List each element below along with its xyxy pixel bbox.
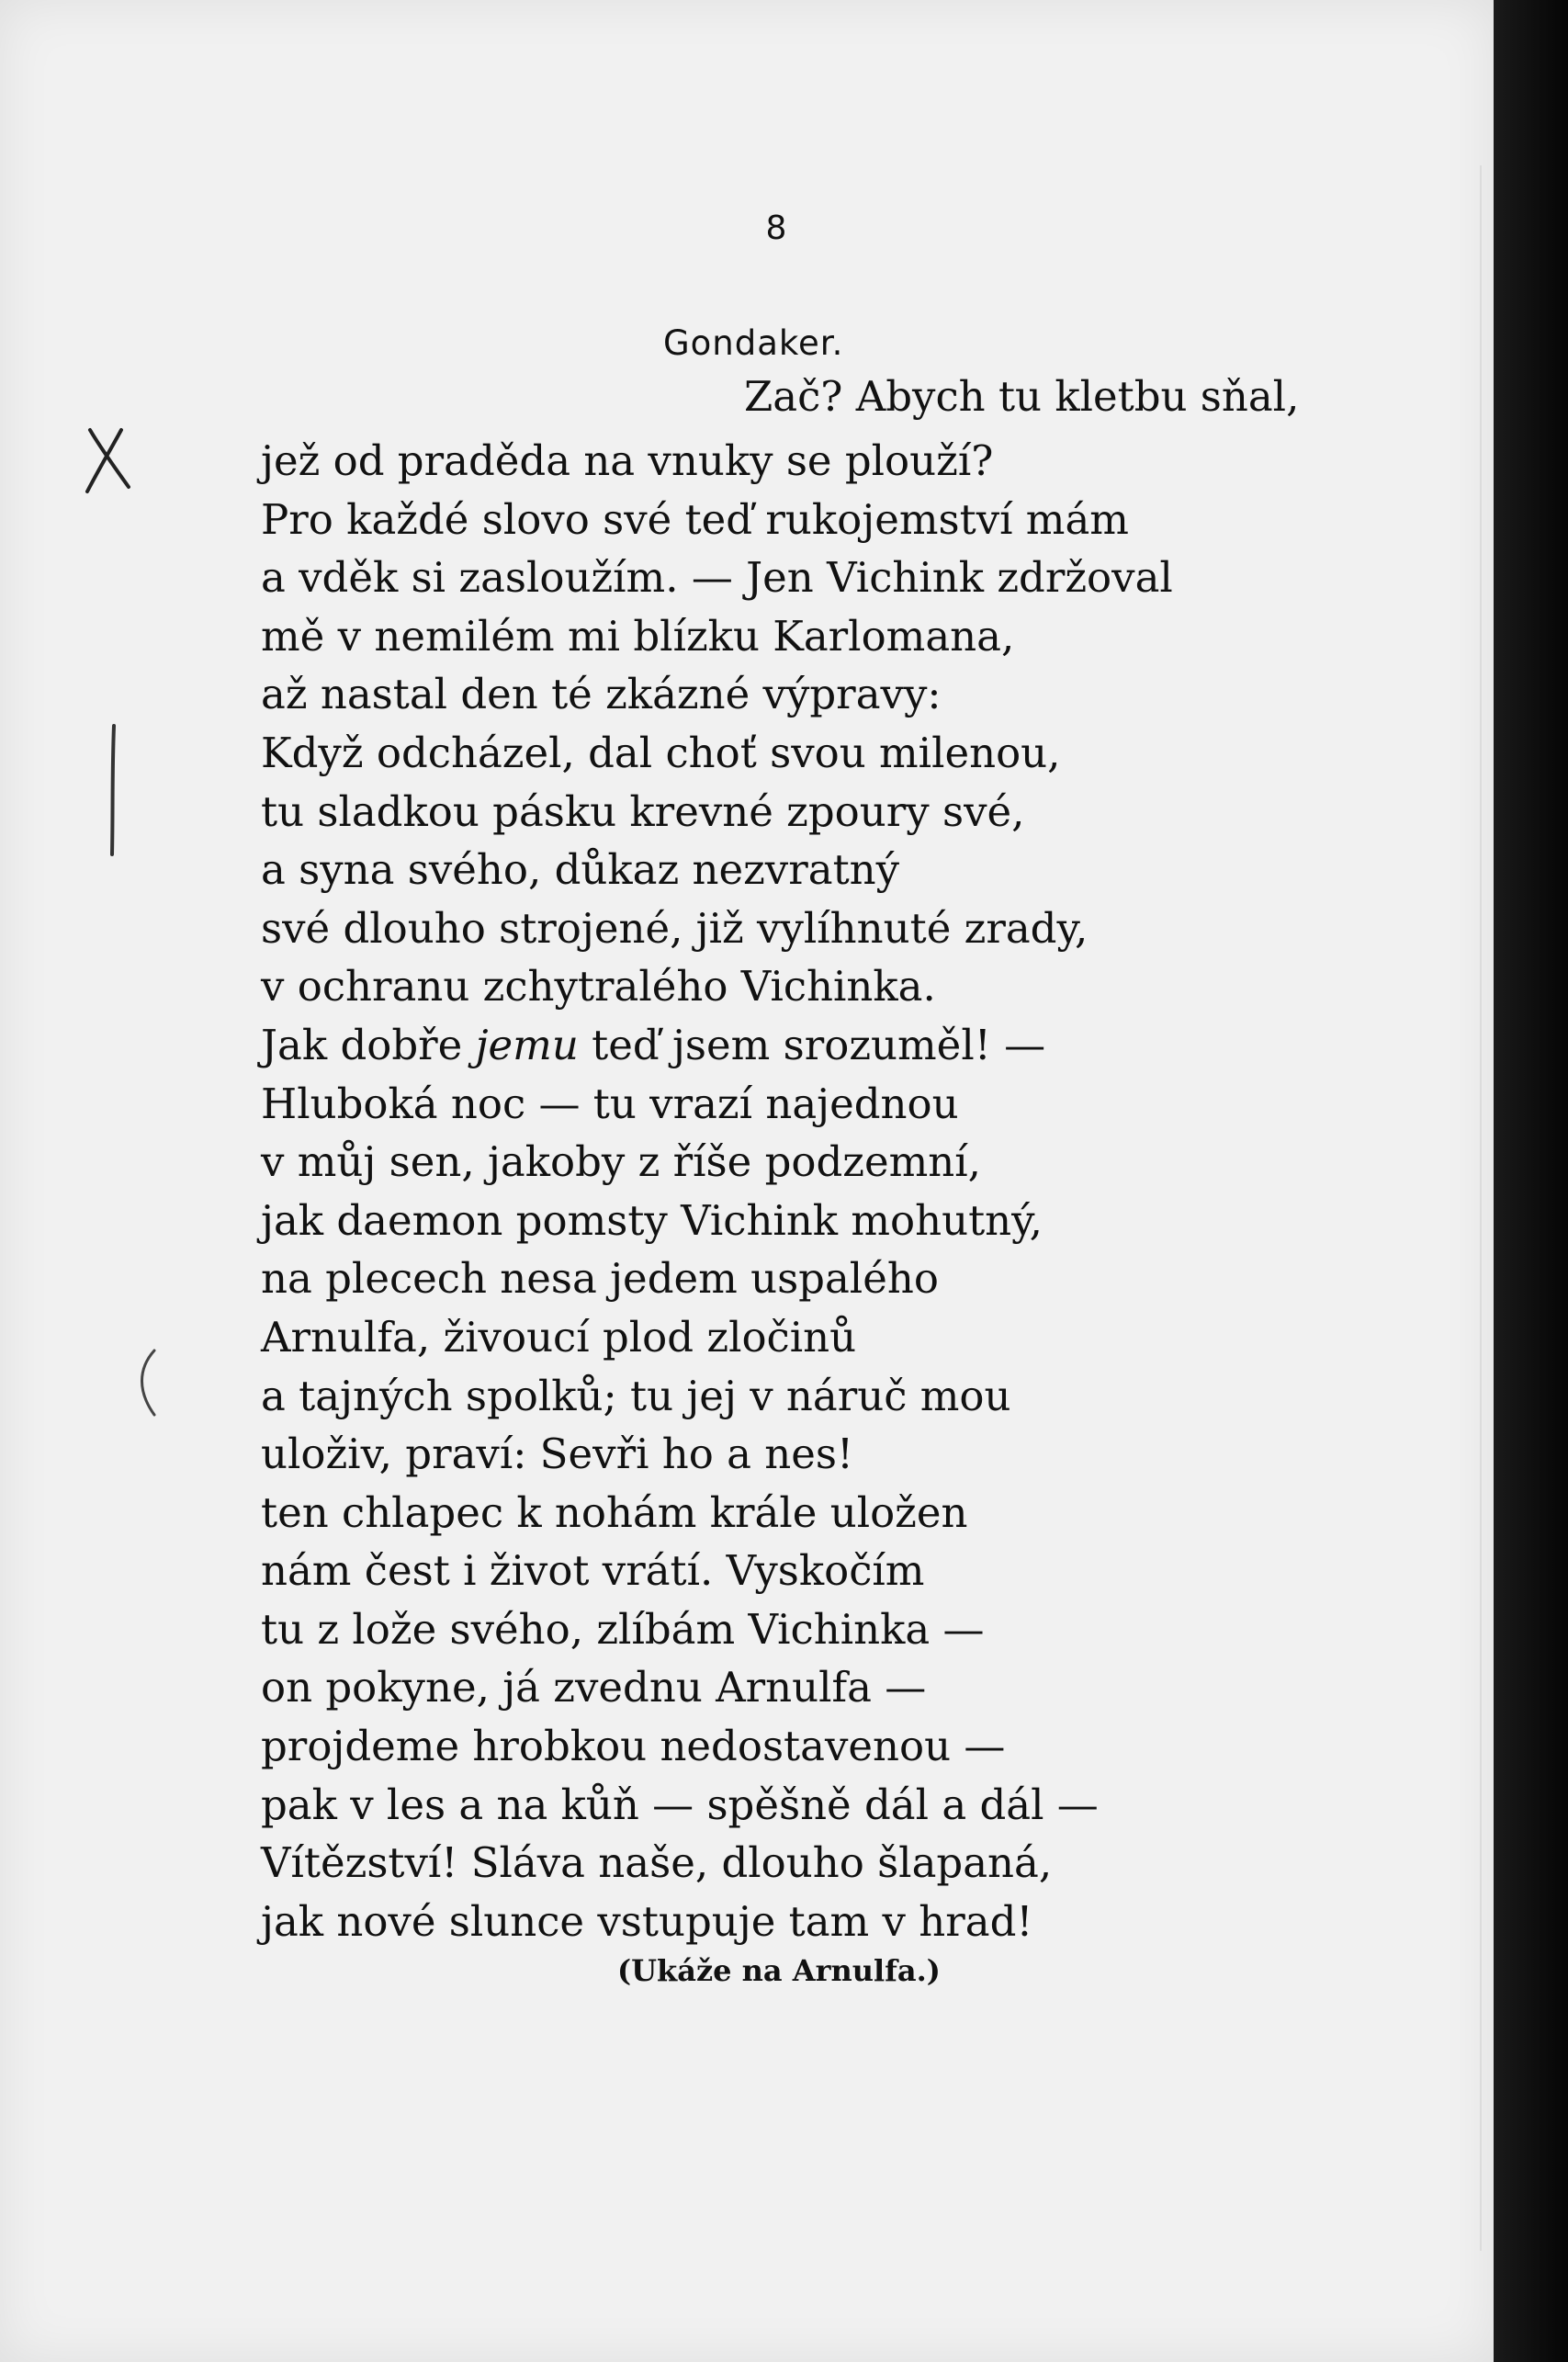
verse-line: v ochranu zchytralého Vichinka. [261,962,936,1011]
stage-direction: (Ukáže na Arnulfa.) [617,1953,941,1988]
emphasized-word: jemu [475,1020,579,1069]
verse-line: Hluboká noc — tu vrazí najednou [261,1079,959,1128]
verse-line: a vděk si zasloužím. — Jen Vichink zdržoval [261,553,1173,603]
verse-line: a syna svého, důkaz nezvratný [261,845,900,895]
speaker-name: Gondaker. [663,323,844,363]
verse-line: na plecech nesa jedem uspalého [261,1254,939,1304]
verse-first-line: Zač? Abych tu kletbu sňal, [744,372,1300,421]
verse-line: nám čest i život vrátí. Vyskočím [261,1546,925,1596]
verse-line: jak nové slunce vstupuje tam v hrad! [261,1896,1033,1946]
verse-line: a tajných spolků; tu jej v náruč mou [261,1371,1011,1420]
verse-line: Vítězství! Sláva naše, dlouho šlapaná, [261,1838,1053,1888]
verse-line: on pokyne, já zvednu Arnulfa — [261,1663,927,1712]
verse-line: Arnulfa, živoucí plod zločinů [261,1312,857,1362]
verse-line: jež od praděda na vnuky se plouží? [261,436,994,485]
verse-line: Když odcházel, dal choť svou milenou, [261,728,1061,777]
verse-line: až nastal den té zkázné výpravy: [261,670,942,719]
verse-line: pak v les a na kůň — spěšně dál a dál — [261,1780,1099,1829]
handwritten-vertical-stroke [112,726,114,854]
page-number: 8 [765,209,787,247]
verse-line: tu sladkou pásku krevné zpoury své, [261,786,1025,836]
handwritten-x-mark [87,430,129,492]
verse-line: své dlouho strojené, již vylíhnuté zrady, [261,903,1089,953]
handwritten-bracket [142,1351,155,1415]
verse-line: projdeme hrobkou nedostavenou — [261,1722,1006,1771]
verse-line: uloživ, praví: Sevři ho a nes! [261,1430,854,1479]
verse-line: ten chlapec k nohám krále uložen [261,1487,968,1537]
verse-line: mě v nemilém mi blízku Karlomana, [261,611,1015,661]
verse-line: Pro každé slovo své teď rukojemství mám [261,494,1129,544]
verse-line: Jak dobře jemu teď jsem srozuměl! — [261,1020,1046,1069]
verse-line: tu z lože svého, zlíbám Vichinka — [261,1604,985,1654]
verse-line: v můj sen, jakoby z říše podzemní, [261,1137,981,1187]
verse-line: jak daemon pomsty Vichink mohutný, [261,1195,1043,1245]
